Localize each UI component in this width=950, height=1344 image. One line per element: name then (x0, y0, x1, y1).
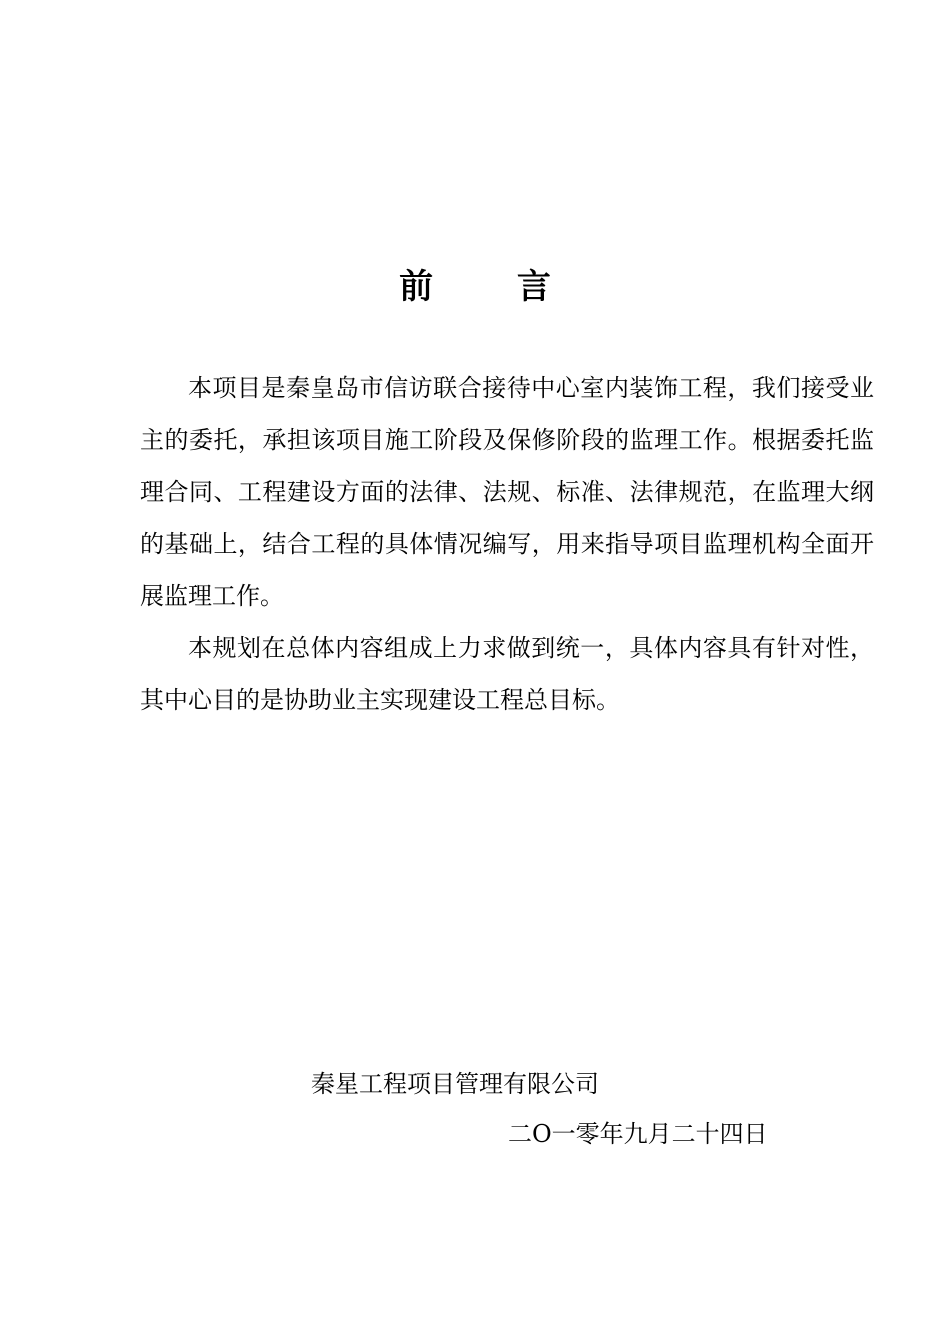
signature-date: 二O一零年九月二十四日 (508, 1120, 768, 1148)
signature-company: 秦星工程项目管理有限公司 (311, 1070, 599, 1098)
body-text (140, 362, 874, 726)
page-title: 前 言 (399, 267, 587, 307)
paragraph-2: 本规划在总体内容组成上力求做到统一，具体内容具有针对性，其中心目的是协助业主实现建设工程总目标。 (140, 634, 874, 714)
paragraph-1: 本项目是秦皇岛市信访联合接待中心室内装饰工程，我们接受业主的委托，承担该项目施工阶段及保修阶段的监理工作。根据委托监理合同、工程建设方面的法律、法规、标准、法律规范，在监理大纲的基础上，结合工程的具体情况编写，用来指导项目监理机构全面开展监理工作。 (140, 374, 874, 610)
